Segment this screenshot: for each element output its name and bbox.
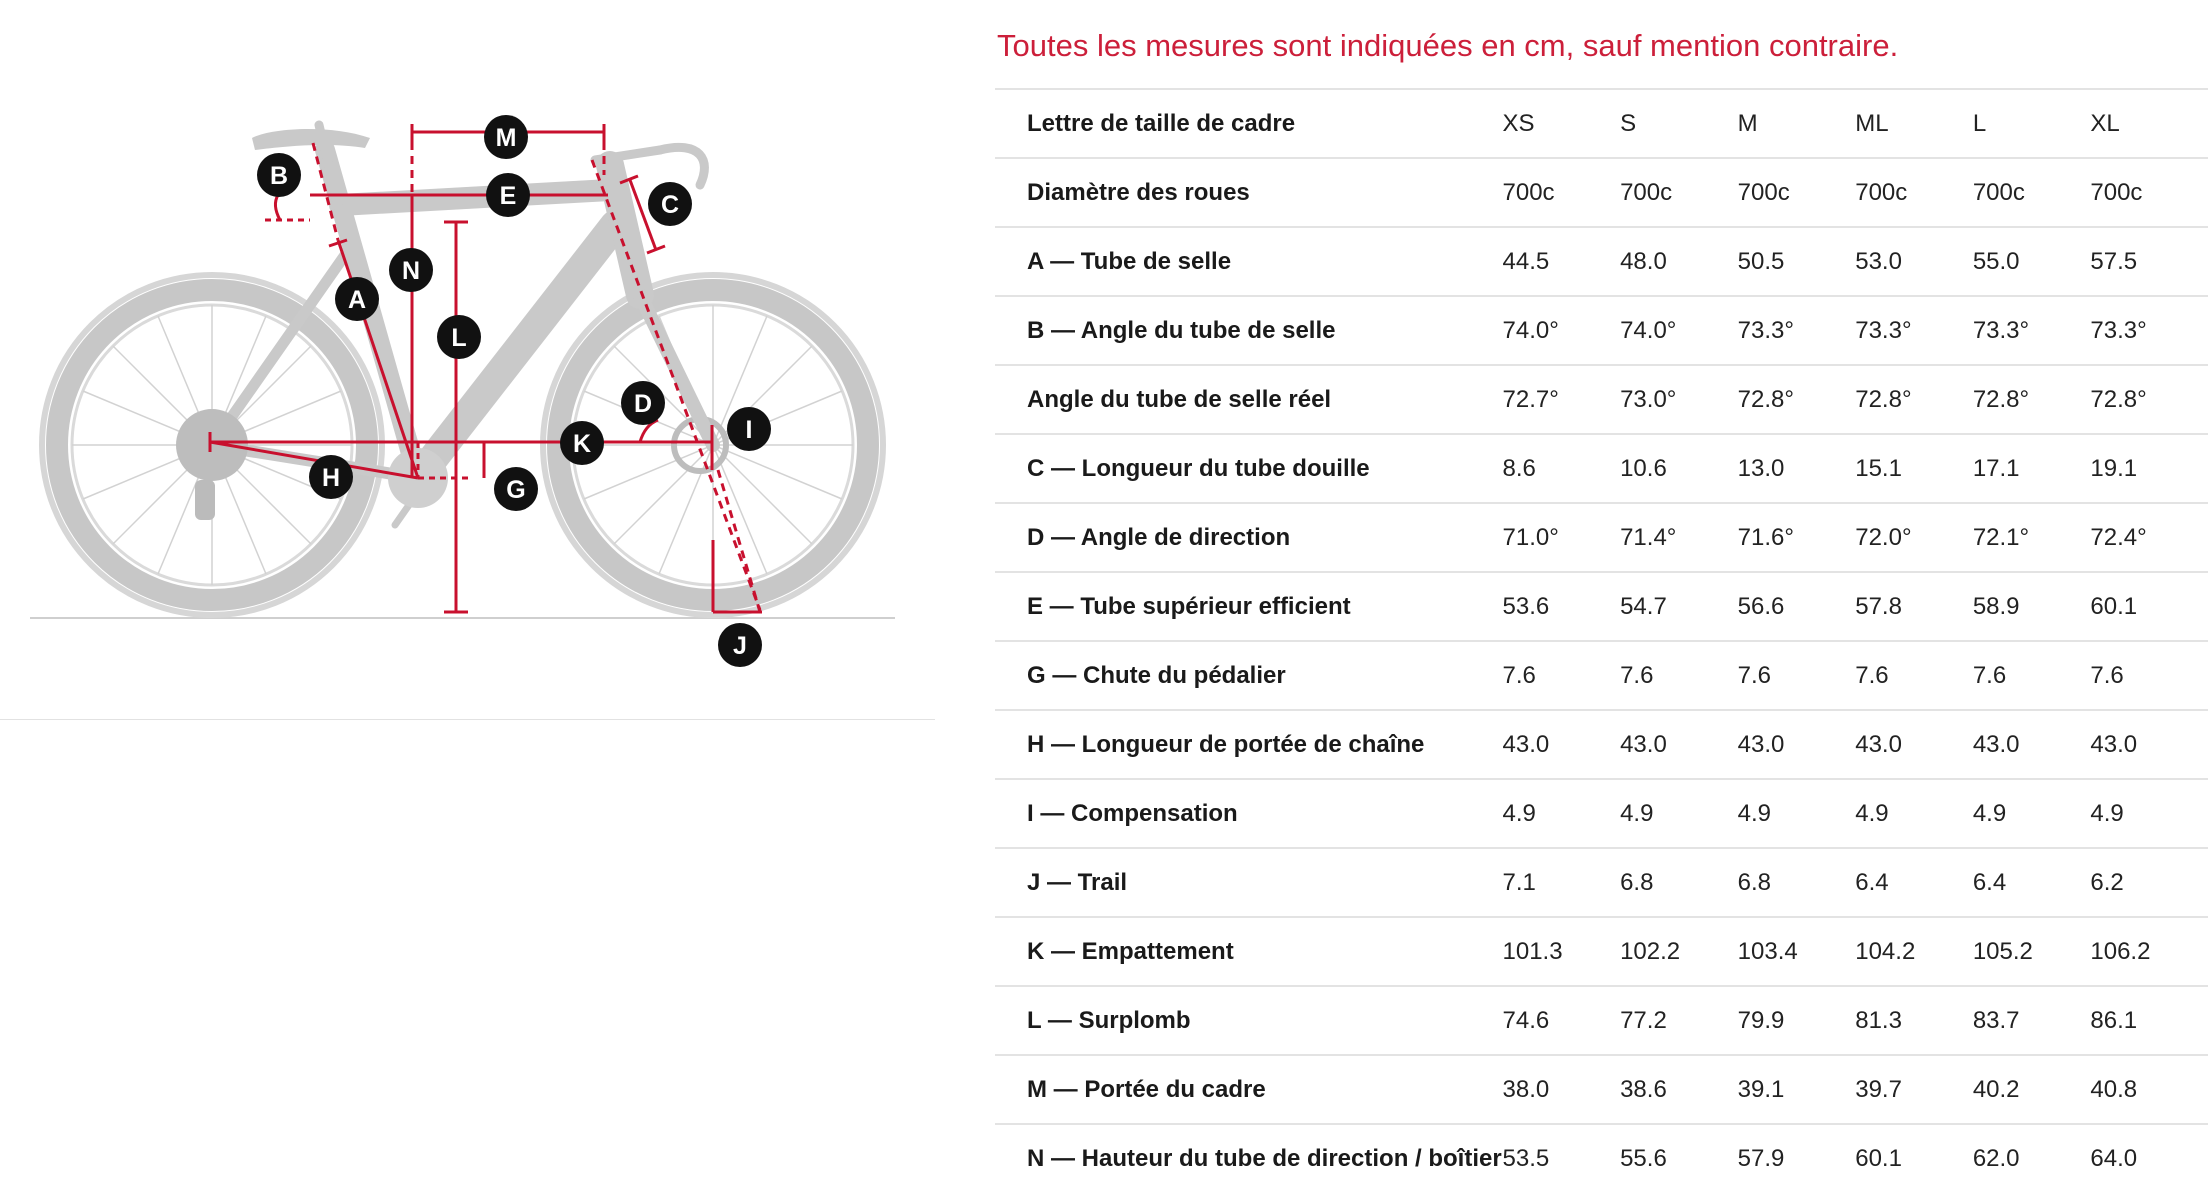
row-value: 105.2 <box>1973 917 2091 986</box>
row-label: J — Trail <box>995 848 1503 917</box>
row-value: 72.8° <box>1855 365 1973 434</box>
row-value: 43.0 <box>1620 710 1738 779</box>
row-value: 53.0 <box>1855 227 1973 296</box>
row-value: 81.3 <box>1855 986 1973 1055</box>
table-row <box>995 227 2208 296</box>
row-value: 73.3° <box>1738 296 1856 365</box>
row-value: 7.6 <box>1620 641 1738 710</box>
row-value: 73.0° <box>1620 365 1738 434</box>
row-value: 7.1 <box>1503 848 1621 917</box>
size-header-m: M <box>1738 89 1856 158</box>
svg-text:B: B <box>269 162 289 190</box>
svg-text:N: N <box>401 257 421 285</box>
row-value: 57.8 <box>1855 572 1973 641</box>
marker-i <box>727 407 771 451</box>
size-header-xs: XS <box>1503 89 1621 158</box>
row-value: 4.9 <box>1620 779 1738 848</box>
marker-g <box>494 467 538 511</box>
svg-text:K: K <box>572 430 592 458</box>
row-label: D — Angle de direction <box>995 503 1503 572</box>
row-label: A — Tube de selle <box>995 227 1503 296</box>
row-value: 102.2 <box>1620 917 1738 986</box>
marker-n <box>389 248 433 292</box>
row-value: 700c <box>1855 158 1973 227</box>
header-label: Lettre de taille de cadre <box>995 89 1503 158</box>
marker-j <box>718 623 762 667</box>
svg-text:G: G <box>506 476 526 504</box>
table-row <box>995 641 2208 710</box>
marker-l <box>437 315 481 359</box>
row-value: 7.6 <box>1973 641 2091 710</box>
table-row <box>995 296 2208 365</box>
row-value: 7.6 <box>1738 641 1856 710</box>
table-row <box>995 572 2208 641</box>
size-header-s: S <box>1620 89 1738 158</box>
row-label: G — Chute du pédalier <box>995 641 1503 710</box>
row-value: 48.0 <box>1620 227 1738 296</box>
row-value: 74.0° <box>1503 296 1621 365</box>
row-label: N — Hauteur du tube de direction / boîtier <box>995 1124 1503 1192</box>
svg-text:J: J <box>733 632 747 660</box>
geometry-panel <box>995 24 2210 1192</box>
row-value: 77.2 <box>1620 986 1738 1055</box>
row-value: 72.1° <box>1973 503 2091 572</box>
table-row <box>995 986 2208 1055</box>
row-value: 103.4 <box>1738 917 1856 986</box>
derailleur <box>195 480 215 520</box>
row-value: 8.6 <box>1503 434 1621 503</box>
row-value: 101.3 <box>1503 917 1621 986</box>
row-value: 53.6 <box>1503 572 1621 641</box>
row-value: 72.8° <box>1973 365 2091 434</box>
row-value: 72.8° <box>2090 365 2208 434</box>
row-value: 43.0 <box>1973 710 2091 779</box>
row-value: 72.7° <box>1503 365 1621 434</box>
size-header-xl: XL <box>2090 89 2208 158</box>
table-row <box>995 848 2208 917</box>
cassette <box>176 409 248 481</box>
row-value: 71.4° <box>1620 503 1738 572</box>
row-value: 4.9 <box>1503 779 1621 848</box>
svg-text:I: I <box>745 416 753 444</box>
row-value: 7.6 <box>1855 641 1973 710</box>
row-value: 10.6 <box>1620 434 1738 503</box>
row-value: 700c <box>1620 158 1738 227</box>
row-label: Angle du tube de selle réel <box>995 365 1503 434</box>
row-value: 73.3° <box>1973 296 2091 365</box>
row-value: 43.0 <box>1855 710 1973 779</box>
row-value: 39.7 <box>1855 1055 1973 1124</box>
row-value: 13.0 <box>1738 434 1856 503</box>
row-value: 74.6 <box>1503 986 1621 1055</box>
marker-a <box>335 277 379 321</box>
row-label: M — Portée du cadre <box>995 1055 1503 1124</box>
units-note: Toutes les mesures sont indiquées en cm, sauf mention contraire. <box>997 28 1899 63</box>
geometry-diagram <box>0 0 935 720</box>
row-value: 56.6 <box>1738 572 1856 641</box>
table-row <box>995 779 2208 848</box>
row-value: 62.0 <box>1973 1124 2091 1192</box>
row-value: 83.7 <box>1973 986 2091 1055</box>
table-row <box>995 917 2208 986</box>
table-row <box>995 434 2208 503</box>
marker-c <box>648 182 692 226</box>
table-header-row <box>995 89 2208 158</box>
row-value: 72.0° <box>1855 503 1973 572</box>
table-row <box>995 365 2208 434</box>
svg-text:M: M <box>495 124 517 152</box>
row-value: 7.6 <box>1503 641 1621 710</box>
row-value: 40.2 <box>1973 1055 2091 1124</box>
marker-m <box>484 115 528 159</box>
row-value: 57.9 <box>1738 1124 1856 1192</box>
row-value: 700c <box>2090 158 2208 227</box>
table-row <box>995 503 2208 572</box>
row-value: 19.1 <box>2090 434 2208 503</box>
row-value: 44.5 <box>1503 227 1621 296</box>
row-value: 6.8 <box>1738 848 1856 917</box>
diagram-divider <box>0 719 935 720</box>
geometry-table-body <box>995 158 2208 1192</box>
row-value: 55.6 <box>1620 1124 1738 1192</box>
row-value: 38.0 <box>1503 1055 1621 1124</box>
row-value: 72.8° <box>1738 365 1856 434</box>
row-value: 7.6 <box>2090 641 2208 710</box>
row-value: 73.3° <box>1855 296 1973 365</box>
marker-b <box>257 153 301 197</box>
row-value: 43.0 <box>2090 710 2208 779</box>
table-row <box>995 158 2208 227</box>
row-value: 60.1 <box>2090 572 2208 641</box>
size-header-l: L <box>1973 89 2091 158</box>
row-value: 55.0 <box>1973 227 2091 296</box>
size-header-ml: ML <box>1855 89 1973 158</box>
marker-e <box>486 173 530 217</box>
row-value: 700c <box>1503 158 1621 227</box>
row-label: C — Longueur du tube douille <box>995 434 1503 503</box>
row-value: 79.9 <box>1738 986 1856 1055</box>
row-value: 38.6 <box>1620 1055 1738 1124</box>
row-value: 71.6° <box>1738 503 1856 572</box>
row-label: E — Tube supérieur efficient <box>995 572 1503 641</box>
row-value: 40.8 <box>2090 1055 2208 1124</box>
row-value: 86.1 <box>2090 986 2208 1055</box>
row-label: Diamètre des roues <box>995 158 1503 227</box>
row-value: 6.8 <box>1620 848 1738 917</box>
row-value: 4.9 <box>2090 779 2208 848</box>
row-value: 4.9 <box>1738 779 1856 848</box>
row-value: 71.0° <box>1503 503 1621 572</box>
table-row <box>995 1124 2208 1192</box>
row-value: 74.0° <box>1620 296 1738 365</box>
row-value: 64.0 <box>2090 1124 2208 1192</box>
row-label: H — Longueur de portée de chaîne <box>995 710 1503 779</box>
svg-text:A: A <box>347 286 367 314</box>
row-value: 54.7 <box>1620 572 1738 641</box>
row-value: 104.2 <box>1855 917 1973 986</box>
saddle <box>252 129 370 150</box>
row-value: 6.4 <box>1855 848 1973 917</box>
svg-text:E: E <box>499 182 517 210</box>
row-value: 58.9 <box>1973 572 2091 641</box>
table-row <box>995 1055 2208 1124</box>
row-label: B — Angle du tube de selle <box>995 296 1503 365</box>
row-label: I — Compensation <box>995 779 1503 848</box>
row-value: 4.9 <box>1973 779 2091 848</box>
row-value: 6.4 <box>1973 848 2091 917</box>
marker-k <box>560 421 604 465</box>
row-value: 700c <box>1738 158 1856 227</box>
row-value: 57.5 <box>2090 227 2208 296</box>
svg-text:H: H <box>321 464 341 492</box>
row-value: 53.5 <box>1503 1124 1621 1192</box>
row-value: 15.1 <box>1855 434 1973 503</box>
row-value: 106.2 <box>2090 917 2208 986</box>
geometry-table <box>995 88 2208 1192</box>
row-value: 17.1 <box>1973 434 2091 503</box>
row-value: 73.3° <box>2090 296 2208 365</box>
marker-h <box>309 455 353 499</box>
marker-d <box>621 381 665 425</box>
row-value: 72.4° <box>2090 503 2208 572</box>
svg-text:C: C <box>660 191 680 219</box>
row-value: 39.1 <box>1738 1055 1856 1124</box>
row-value: 60.1 <box>1855 1124 1973 1192</box>
row-label: L — Surplomb <box>995 986 1503 1055</box>
row-value: 50.5 <box>1738 227 1856 296</box>
svg-text:L: L <box>451 324 467 352</box>
row-value: 43.0 <box>1503 710 1621 779</box>
row-label: K — Empattement <box>995 917 1503 986</box>
row-value: 4.9 <box>1855 779 1973 848</box>
bike-geometry-drawing <box>0 0 935 720</box>
svg-text:D: D <box>633 390 653 418</box>
table-row <box>995 710 2208 779</box>
row-value: 43.0 <box>1738 710 1856 779</box>
row-value: 700c <box>1973 158 2091 227</box>
row-value: 6.2 <box>2090 848 2208 917</box>
